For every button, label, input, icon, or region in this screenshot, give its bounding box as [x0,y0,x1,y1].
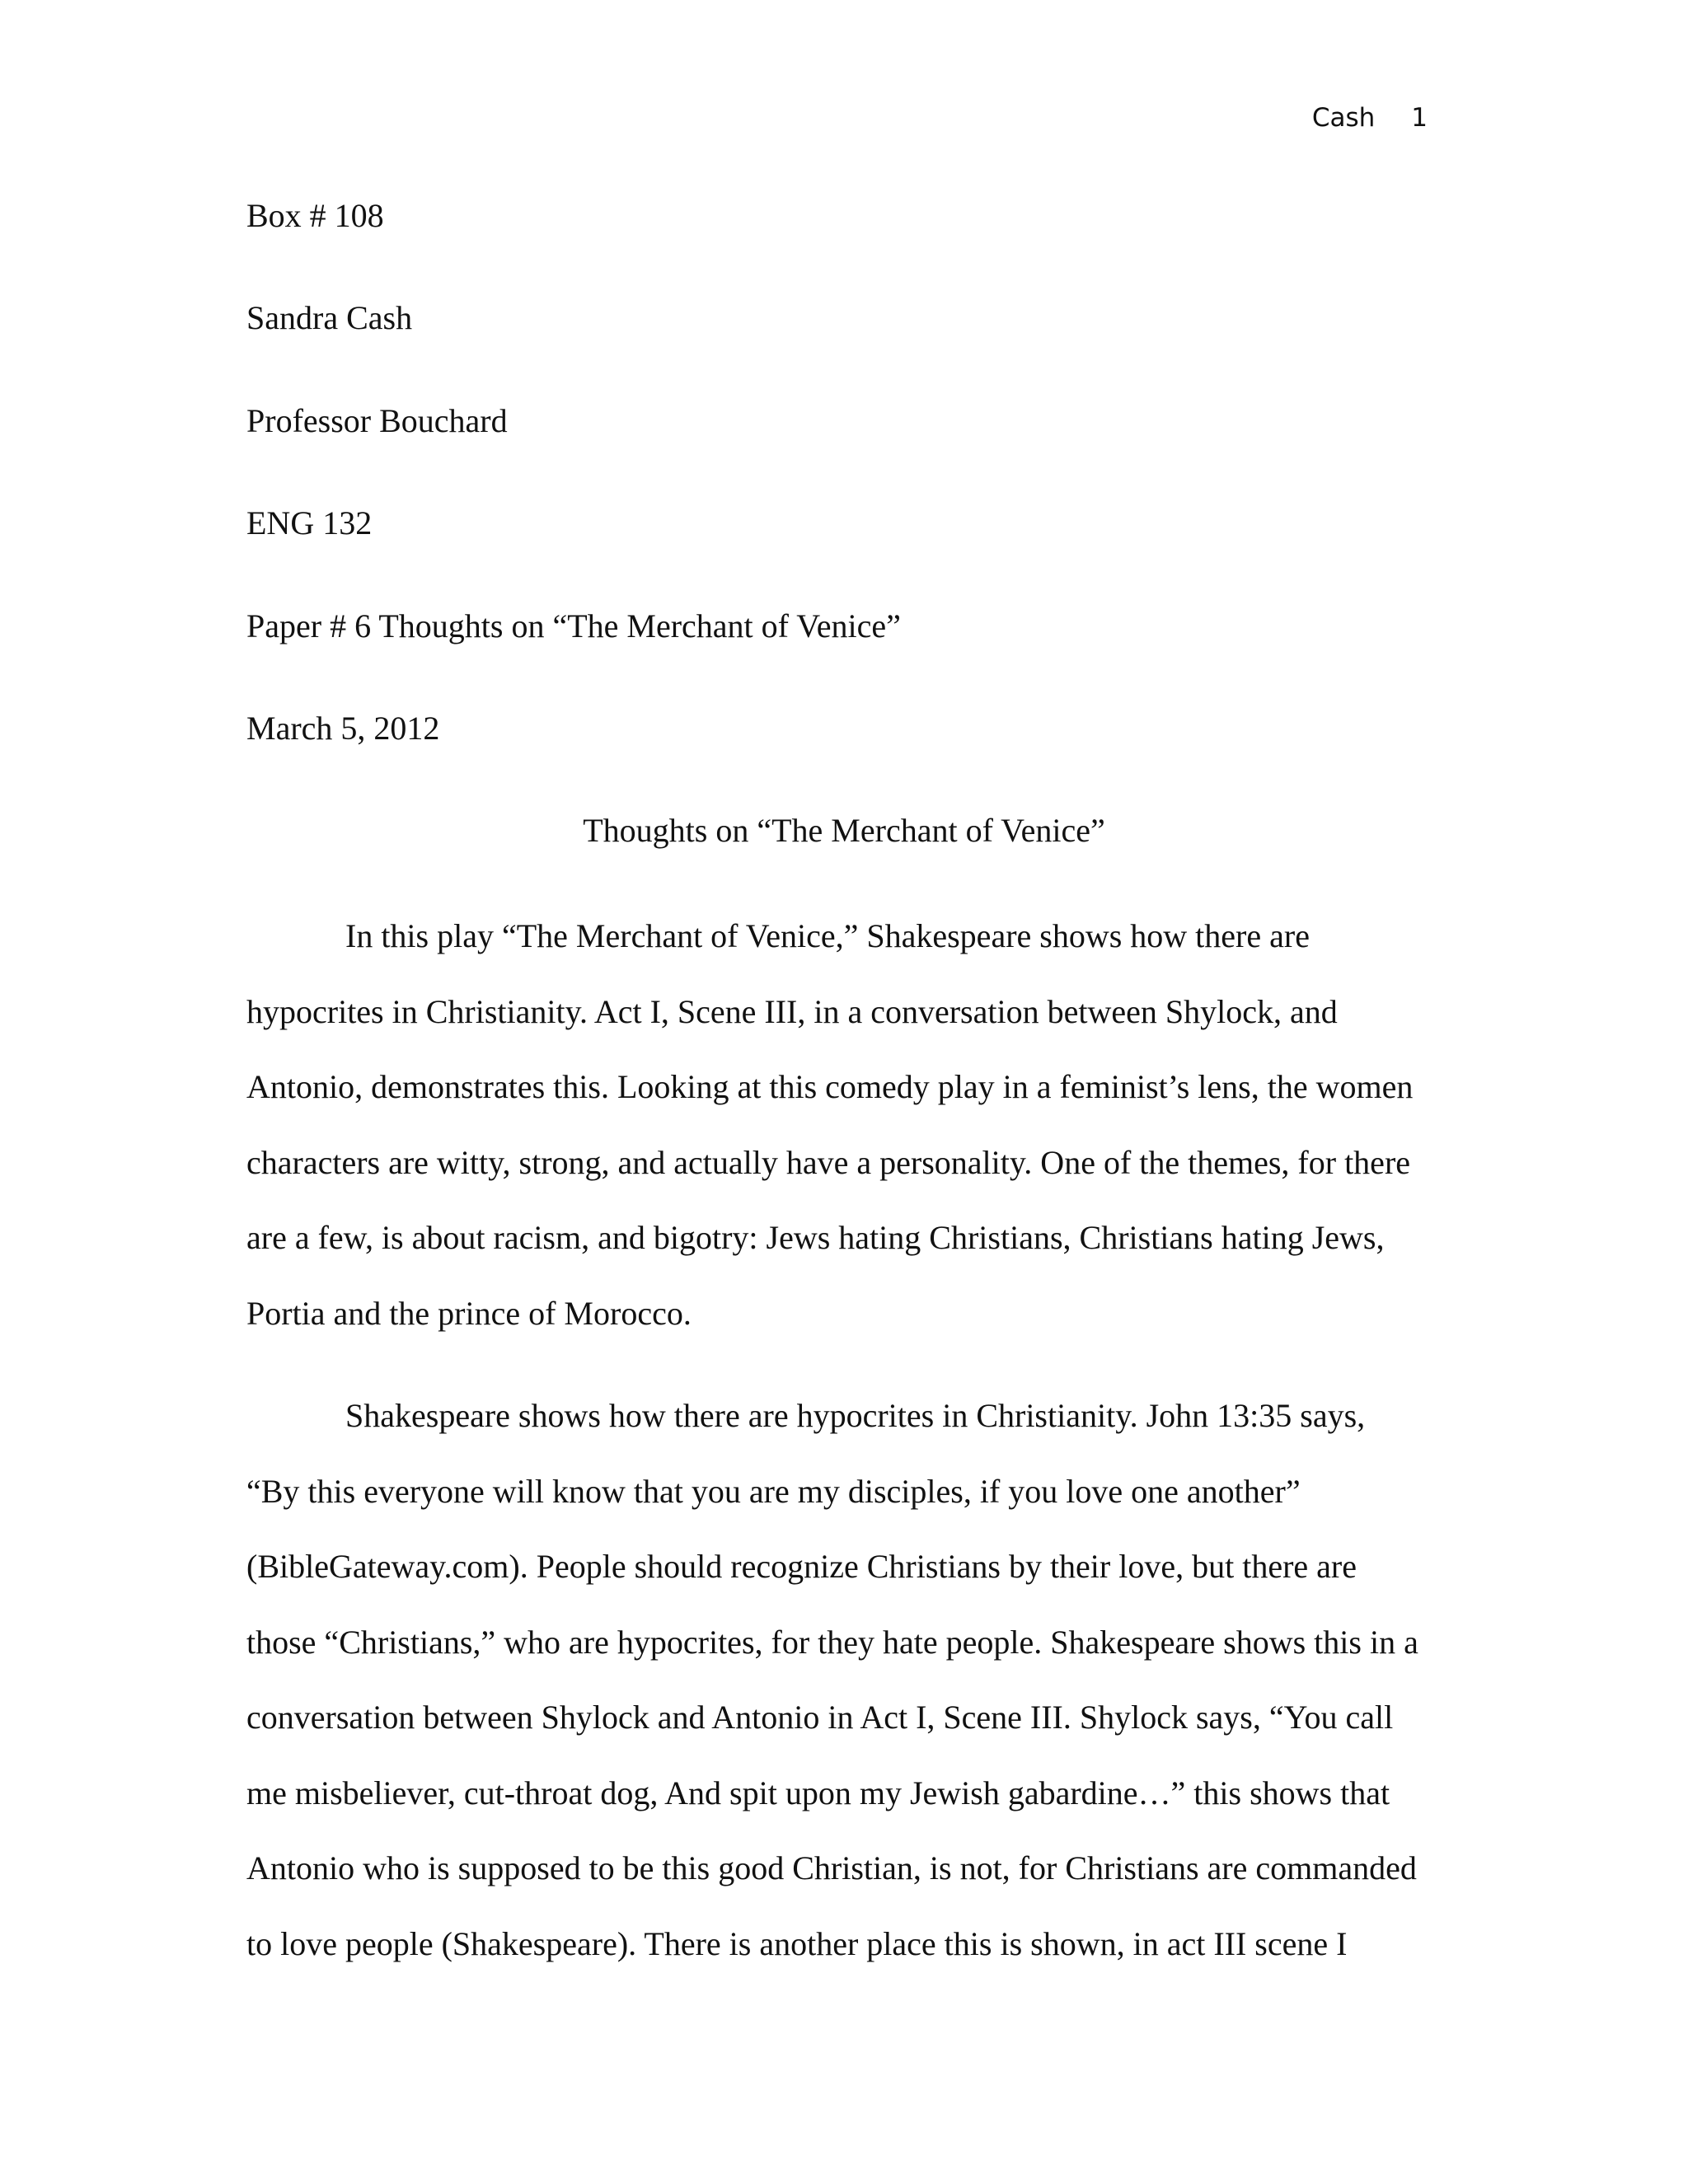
paragraph-line: Antonio who is supposed to be this good Christian, is not, for Christians are commanded [246,1849,1417,1886]
paragraph-line: Antonio, demonstrates this. Looking at this comedy play in a feminist’s lens, the women [246,1068,1414,1105]
paragraph-line: characters are witty, strong, and actually have a personality. One of the themes, for there [246,1143,1411,1181]
heading-assignment: Paper # 6 Thoughts on “The Merchant of Venice” [246,607,901,644]
paragraph-line: “By this everyone will know that you are my disciples, if you love one another” [246,1472,1301,1510]
paragraph [246,898,1417,1351]
heading-course: ENG 132 [246,504,373,541]
paragraph-line: Portia and the prince of Morocco. [246,1294,692,1332]
paragraph-line: to love people (Shakespeare). There is another place this is shown, in act III scene I [246,1924,1348,1962]
header-page-number: 1 [1411,103,1428,133]
paragraph-line: are a few, is about racism, and bigotry: Jews hating Christians, Christians hating Jews, [246,1219,1385,1256]
paragraph [246,1378,1417,1981]
heading-student-name: Sandra Cash [246,299,413,336]
paragraph-line: In this play “The Merchant of Venice,” Shakespeare shows how there are [345,917,1310,954]
running-header [1312,99,1428,137]
paragraph-line: me misbeliever, cut-throat dog, And spit upon my Jewish gabardine…” this shows that [246,1774,1390,1811]
heading-date: March 5, 2012 [246,710,440,747]
header-author-lastname: Cash [1311,103,1376,133]
paragraph-line: hypocrites in Christianity. Act I, Scene III, in a conversation between Shylock, and [246,992,1338,1030]
paragraph-line: (BibleGateway.com). People should recognize Christians by their love, but there are [246,1548,1357,1585]
paragraph-line: those “Christians,” who are hypocrites, for they hate people. Shakespeare shows this in a [246,1623,1418,1661]
heading-professor: Professor Bouchard [246,402,508,439]
paragraph-line: Shakespeare shows how there are hypocrites in Christianity. John 13:35 says, [345,1397,1366,1434]
document-title: Thoughts on “The Merchant of Venice” [583,812,1105,849]
paragraph-line: conversation between Shylock and Antonio in Act I, Scene III. Shylock says, “You call [246,1699,1394,1736]
heading-box-number: Box # 108 [246,197,384,234]
